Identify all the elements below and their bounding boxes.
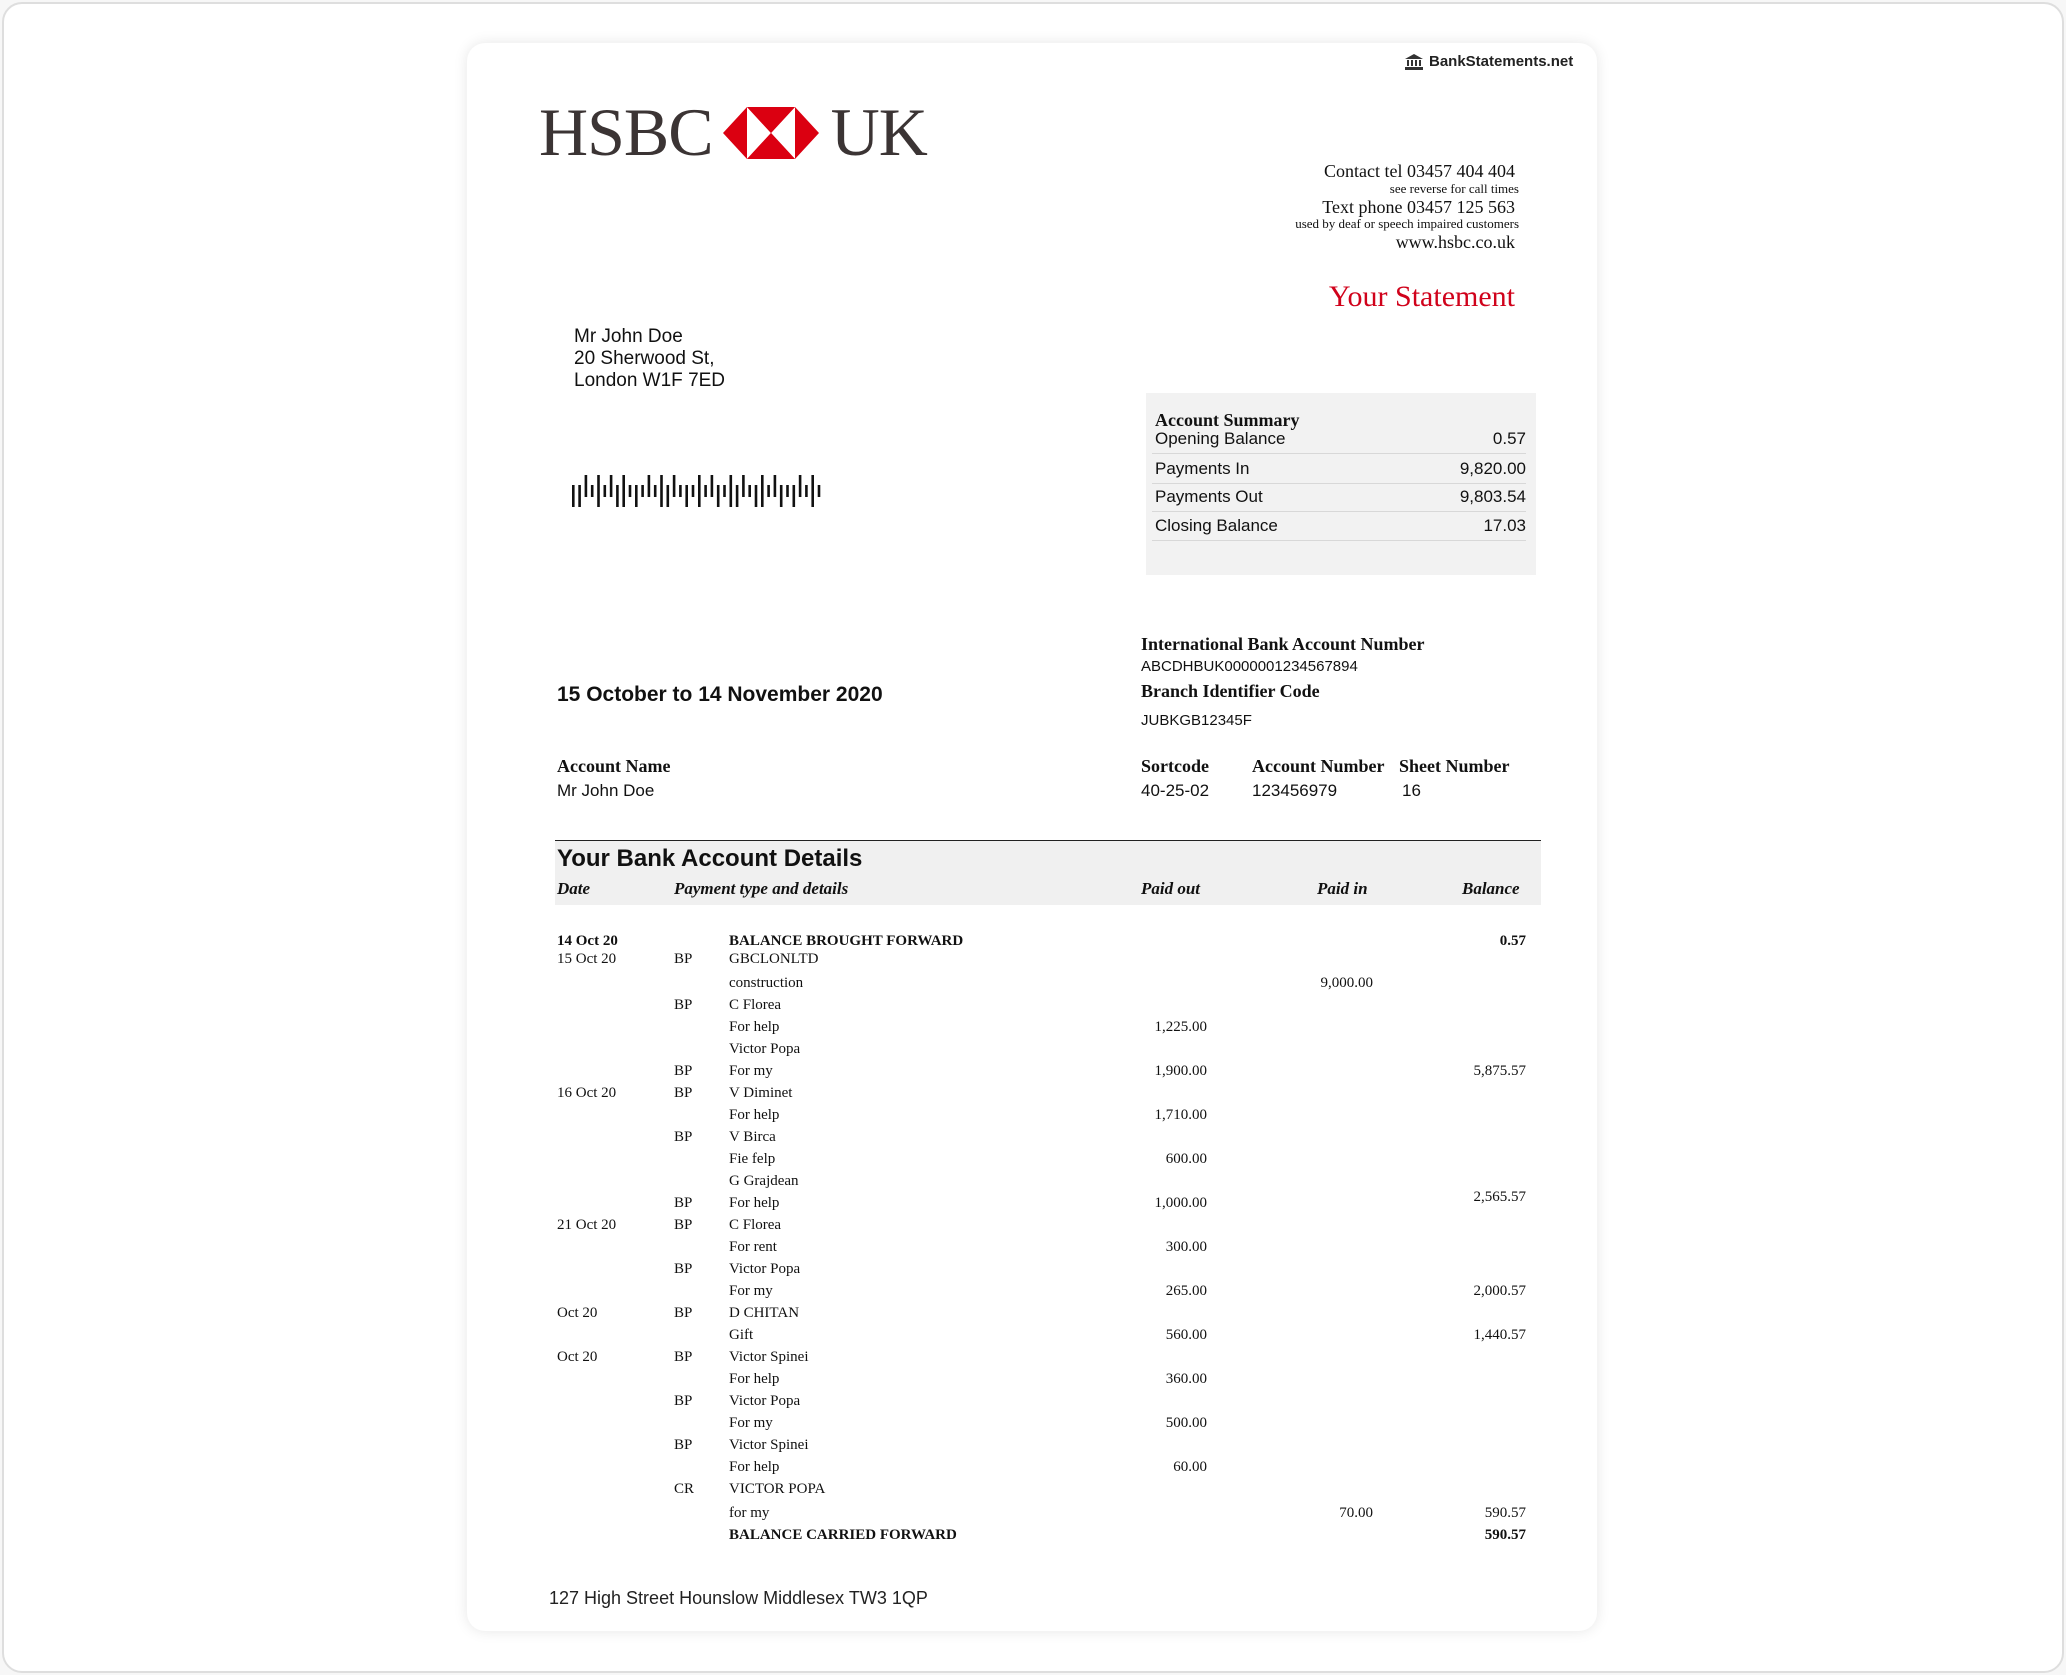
cell-date: Oct 20 bbox=[557, 1349, 598, 1365]
barcode-bar bbox=[692, 485, 695, 497]
cell-balance: 5,875.57 bbox=[1473, 1063, 1526, 1079]
cell-type: BP bbox=[674, 1217, 693, 1233]
barcode-bar bbox=[799, 475, 802, 497]
column-header-balance: Balance bbox=[1462, 879, 1520, 898]
cell-details: BALANCE CARRIED FORWARD bbox=[729, 1527, 957, 1543]
barcode-bar bbox=[635, 485, 638, 507]
barcode-bar bbox=[704, 485, 707, 497]
contact-website: www.hsbc.co.uk bbox=[1395, 232, 1515, 253]
account-summary bbox=[1146, 393, 1536, 575]
contact-textphone: Text phone 03457 125 563 bbox=[1322, 196, 1515, 217]
watermark-text: BankStatements.net bbox=[1429, 53, 1574, 70]
cell-date: 16 Oct 20 bbox=[557, 1085, 617, 1101]
cell-paid-out: 500.00 bbox=[1165, 1415, 1207, 1431]
summary-row bbox=[1152, 512, 1526, 541]
summary-title: Account Summary bbox=[1155, 410, 1300, 430]
cell-paid-out: 560.00 bbox=[1165, 1327, 1207, 1343]
statement-title: Your Statement bbox=[1328, 280, 1515, 313]
contact-deaf-note: used by deaf or speech impaired customers bbox=[1295, 216, 1519, 232]
cell-type: BP bbox=[674, 1349, 693, 1365]
summary-row bbox=[1152, 425, 1526, 454]
cell-type: BP bbox=[674, 1437, 693, 1453]
cell-paid-in: 70.00 bbox=[1339, 1505, 1373, 1521]
cell-details: For my bbox=[729, 1063, 773, 1079]
barcode-bar bbox=[786, 485, 789, 497]
cell-date: 14 Oct 20 bbox=[557, 933, 618, 949]
cell-date: 15 Oct 20 bbox=[557, 951, 617, 967]
cell-details: VICTOR POPA bbox=[729, 1481, 826, 1497]
account-name-label: Account Name bbox=[557, 756, 671, 776]
barcode-bar bbox=[641, 485, 644, 497]
cell-details: Victor Spinei bbox=[729, 1437, 809, 1453]
postal-barcode bbox=[572, 475, 824, 507]
cell-balance: 2,000.57 bbox=[1473, 1283, 1526, 1299]
barcode-bar bbox=[723, 485, 726, 497]
sheet-number-label: Sheet Number bbox=[1399, 756, 1510, 776]
cell-paid-out: 600.00 bbox=[1165, 1151, 1207, 1167]
column-header-details: Payment type and details bbox=[674, 879, 849, 898]
barcode-bar bbox=[717, 485, 720, 507]
cell-paid-out: 360.00 bbox=[1165, 1371, 1207, 1387]
cell-details: Victor Popa bbox=[729, 1041, 801, 1057]
cell-balance: 1,440.57 bbox=[1473, 1327, 1526, 1343]
cell-details: C Florea bbox=[729, 1217, 782, 1233]
cell-paid-out: 1,000.00 bbox=[1154, 1195, 1207, 1211]
cell-type: BP bbox=[674, 997, 693, 1013]
barcode-bar bbox=[610, 475, 613, 497]
summary-label: Payments In bbox=[1155, 459, 1250, 478]
cell-type: BP bbox=[674, 1393, 693, 1409]
barcode-bar bbox=[616, 485, 619, 507]
cell-details: Fie felp bbox=[729, 1151, 776, 1167]
cell-paid-out: 265.00 bbox=[1165, 1283, 1207, 1299]
barcode-bar bbox=[685, 485, 688, 507]
barcode-bar bbox=[818, 485, 821, 497]
cell-date: 21 Oct 20 bbox=[557, 1217, 617, 1233]
sortcode-label: Sortcode bbox=[1141, 756, 1209, 776]
summary-label: Closing Balance bbox=[1155, 516, 1278, 535]
column-header-paid-out: Paid out bbox=[1141, 879, 1201, 898]
barcode-bar bbox=[736, 485, 739, 507]
hsbc-logo bbox=[539, 93, 927, 172]
cell-details: Victor Popa bbox=[729, 1261, 801, 1277]
cell-details: Victor Spinei bbox=[729, 1349, 809, 1365]
bic-value: JUBKGB12345F bbox=[1141, 712, 1252, 729]
cell-type: BP bbox=[674, 1195, 693, 1211]
summary-value: 17.03 bbox=[1483, 516, 1526, 535]
customer-address bbox=[574, 326, 725, 392]
barcode-bar bbox=[667, 485, 670, 507]
cell-balance: 0.57 bbox=[1499, 933, 1526, 949]
barcode-bar bbox=[604, 485, 607, 497]
cell-details: Victor Popa bbox=[729, 1393, 801, 1409]
cell-details: Gift bbox=[729, 1327, 754, 1343]
customer-street: 20 Sherwood St, bbox=[574, 348, 715, 369]
summary-value: 9,820.00 bbox=[1459, 459, 1526, 478]
customer-city: London W1F 7ED bbox=[574, 370, 726, 391]
barcode-bar bbox=[793, 485, 796, 507]
cell-details: for my bbox=[729, 1505, 770, 1521]
barcode-bar bbox=[597, 475, 600, 507]
cell-paid-out: 300.00 bbox=[1165, 1239, 1207, 1255]
watermark bbox=[1405, 53, 1573, 70]
cell-paid-out: 1,225.00 bbox=[1154, 1019, 1207, 1035]
cell-type: BP bbox=[674, 951, 693, 967]
barcode-bar bbox=[578, 485, 581, 507]
barcode-bar bbox=[585, 475, 588, 497]
cell-type: BP bbox=[674, 1085, 693, 1101]
account-number-label: Account Number bbox=[1252, 756, 1385, 776]
cell-type: CR bbox=[674, 1481, 695, 1497]
barcode-bar bbox=[698, 475, 701, 507]
logo-text-uk: UK bbox=[830, 94, 927, 170]
barcode-bar bbox=[730, 475, 733, 507]
cell-balance: 590.57 bbox=[1484, 1505, 1526, 1521]
barcode-bar bbox=[805, 485, 808, 497]
cell-type: BP bbox=[674, 1129, 693, 1145]
cell-balance: 590.57 bbox=[1484, 1527, 1526, 1543]
cell-details: For rent bbox=[729, 1239, 777, 1255]
barcode-bar bbox=[711, 475, 714, 497]
barcode-bar bbox=[774, 475, 777, 497]
bic-label: Branch Identifier Code bbox=[1141, 681, 1320, 701]
cell-balance: 2,565.57 bbox=[1473, 1189, 1526, 1205]
barcode-bar bbox=[811, 475, 814, 507]
contact-tel: Contact tel 03457 404 404 bbox=[1324, 161, 1515, 181]
barcode-bar bbox=[761, 475, 764, 507]
cell-paid-out: 1,710.00 bbox=[1154, 1107, 1207, 1123]
barcode-bar bbox=[622, 475, 625, 507]
customer-name: Mr John Doe bbox=[574, 326, 683, 347]
account-number-value: 123456979 bbox=[1252, 781, 1338, 800]
account-name-value: Mr John Doe bbox=[557, 781, 655, 800]
cell-details: V Birca bbox=[729, 1129, 776, 1145]
statement-sheet bbox=[467, 43, 1597, 1631]
cell-type: BP bbox=[674, 1261, 693, 1277]
barcode-bar bbox=[654, 485, 657, 497]
column-header-date: Date bbox=[557, 879, 591, 898]
cell-type: BP bbox=[674, 1063, 693, 1079]
sheet-number-value: 16 bbox=[1402, 781, 1421, 800]
cell-details: construction bbox=[729, 975, 804, 991]
summary-value: 0.57 bbox=[1492, 429, 1526, 448]
iban-label: International Bank Account Number bbox=[1141, 634, 1425, 654]
iban-value: ABCDHBUK0000001234567894 bbox=[1141, 658, 1358, 675]
cell-details: G Grajdean bbox=[729, 1173, 799, 1189]
barcode-bar bbox=[755, 485, 758, 507]
cell-details: BALANCE BROUGHT FORWARD bbox=[729, 933, 964, 949]
barcode-bar bbox=[648, 475, 651, 497]
cell-details: For help bbox=[729, 1459, 780, 1475]
barcode-bar bbox=[679, 485, 682, 497]
barcode-bar bbox=[572, 485, 575, 507]
barcode-bar bbox=[673, 475, 676, 497]
cell-details: For help bbox=[729, 1019, 780, 1035]
cell-details: C Florea bbox=[729, 997, 782, 1013]
hsbc-hexagon-icon bbox=[723, 107, 819, 159]
branch-address: 127 High Street Hounslow Middlesex TW3 1QP bbox=[549, 1588, 928, 1608]
cell-details: For help bbox=[729, 1195, 780, 1211]
table-title: Your Bank Account Details bbox=[557, 845, 863, 872]
cell-type: BP bbox=[674, 1305, 693, 1321]
cell-details: For my bbox=[729, 1415, 773, 1431]
cell-details: For help bbox=[729, 1107, 780, 1123]
barcode-bar bbox=[629, 485, 632, 497]
cell-paid-in: 9,000.00 bbox=[1320, 975, 1373, 991]
summary-label: Payments Out bbox=[1155, 487, 1263, 506]
statement-period: 15 October to 14 November 2020 bbox=[557, 683, 883, 706]
cell-details: GBCLONLTD bbox=[729, 951, 819, 967]
summary-label: Opening Balance bbox=[1155, 429, 1286, 448]
logo-text-hsbc: HSBC bbox=[539, 94, 713, 170]
barcode-bar bbox=[767, 485, 770, 497]
bank-icon bbox=[1405, 54, 1423, 70]
barcode-bar bbox=[742, 475, 745, 497]
cell-date: Oct 20 bbox=[557, 1305, 598, 1321]
cell-paid-out: 1,900.00 bbox=[1154, 1063, 1207, 1079]
summary-row bbox=[1152, 483, 1526, 512]
summary-row bbox=[1152, 455, 1526, 484]
cell-paid-out: 60.00 bbox=[1173, 1459, 1207, 1475]
sortcode-value: 40-25-02 bbox=[1141, 781, 1210, 800]
barcode-bar bbox=[780, 485, 783, 507]
contact-call-times: see reverse for call times bbox=[1389, 180, 1519, 196]
barcode-bar bbox=[748, 485, 751, 497]
contact-block bbox=[1295, 161, 1519, 253]
cell-details: V Diminet bbox=[729, 1085, 793, 1101]
cell-details: For my bbox=[729, 1283, 773, 1299]
cell-details: D CHITAN bbox=[729, 1305, 800, 1321]
summary-value: 9,803.54 bbox=[1459, 487, 1526, 506]
barcode-bar bbox=[660, 475, 663, 507]
cell-details: For help bbox=[729, 1371, 780, 1387]
barcode-bar bbox=[591, 485, 594, 497]
column-header-paid-in: Paid in bbox=[1317, 879, 1368, 898]
